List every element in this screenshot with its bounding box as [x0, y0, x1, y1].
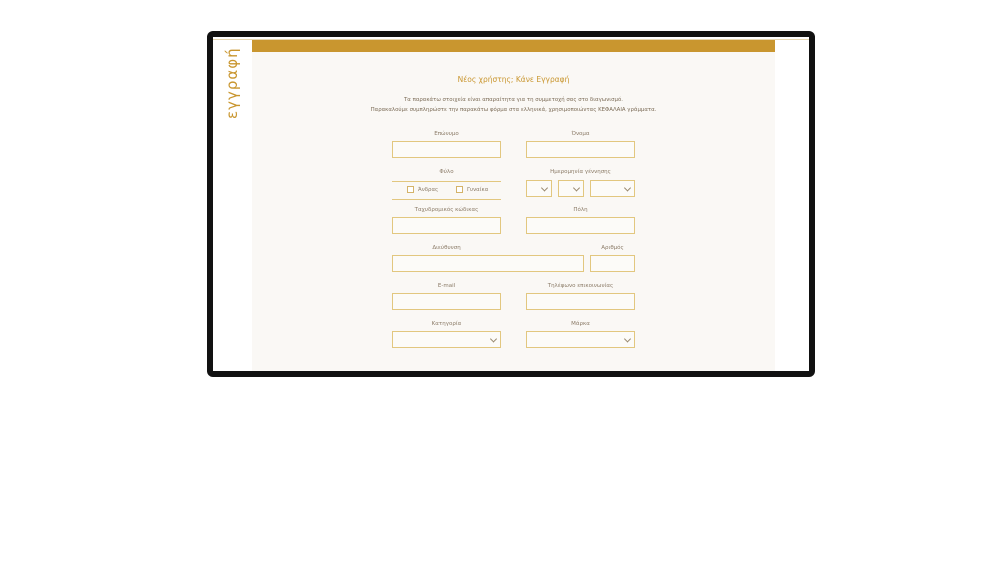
chevron-down-icon [624, 184, 631, 191]
screen [213, 37, 809, 371]
postal-code-label: Ταχυδρομικός κώδικας [414, 207, 479, 213]
brand-label: Μάρκα [571, 321, 590, 327]
female-option-label: Γυναίκα [467, 187, 489, 193]
first-name-input[interactable] [526, 141, 635, 158]
side-title: εγγραφή [223, 47, 241, 119]
chevron-down-icon [490, 335, 497, 342]
email-input[interactable] [392, 293, 501, 310]
address-input[interactable] [392, 255, 584, 272]
city-label: Πόλη [573, 207, 588, 213]
brand-select[interactable] [526, 331, 635, 348]
last-name-label: Επώνυμο [434, 131, 459, 137]
intro-line-1: Τα παρακάτω στοιχεία είναι απαραίτητα για τη συμμετοχή σας στο διαγωνισμό. [404, 97, 623, 103]
intro-line-2: Παρακαλούμε συμπληρώστε την παρακάτω φόρμα στα ελληνικά, χρησιμοποιώντας ΚΕΦΑΛΑΙΑ γράμματα. [370, 107, 657, 113]
birth-day-select[interactable] [526, 180, 552, 197]
birth-year-select[interactable] [590, 180, 635, 197]
chevron-down-icon [573, 184, 580, 191]
female-checkbox[interactable] [456, 186, 463, 193]
gender-group [392, 181, 501, 200]
phone-label: Τηλέφωνο επικοινωνίας [547, 283, 614, 289]
city-input[interactable] [526, 217, 635, 234]
male-option-label: Άνδρας [418, 187, 439, 193]
gender-label: Φύλο [439, 169, 454, 175]
registration-panel [252, 40, 775, 371]
number-label: Αριθμός [601, 245, 624, 251]
first-name-label: Όνομα [571, 131, 590, 137]
birth-date-label: Ημερομηνία γέννησης [550, 169, 611, 175]
male-checkbox[interactable] [407, 186, 414, 193]
number-input[interactable] [590, 255, 635, 272]
form-heading: Νέος χρήστης; Κάνε Εγγραφή [457, 75, 570, 84]
address-label: Διεύθυνση [432, 245, 461, 251]
chevron-down-icon [624, 335, 631, 342]
email-label: E-mail [437, 283, 456, 289]
header-bar [252, 40, 775, 52]
kiosk-select[interactable] [392, 331, 501, 348]
phone-input[interactable] [526, 293, 635, 310]
birth-month-select[interactable] [558, 180, 584, 197]
chevron-down-icon [541, 184, 548, 191]
last-name-input[interactable] [392, 141, 501, 158]
postal-code-input[interactable] [392, 217, 501, 234]
kiosk-label: Κατηγορία [431, 321, 462, 327]
